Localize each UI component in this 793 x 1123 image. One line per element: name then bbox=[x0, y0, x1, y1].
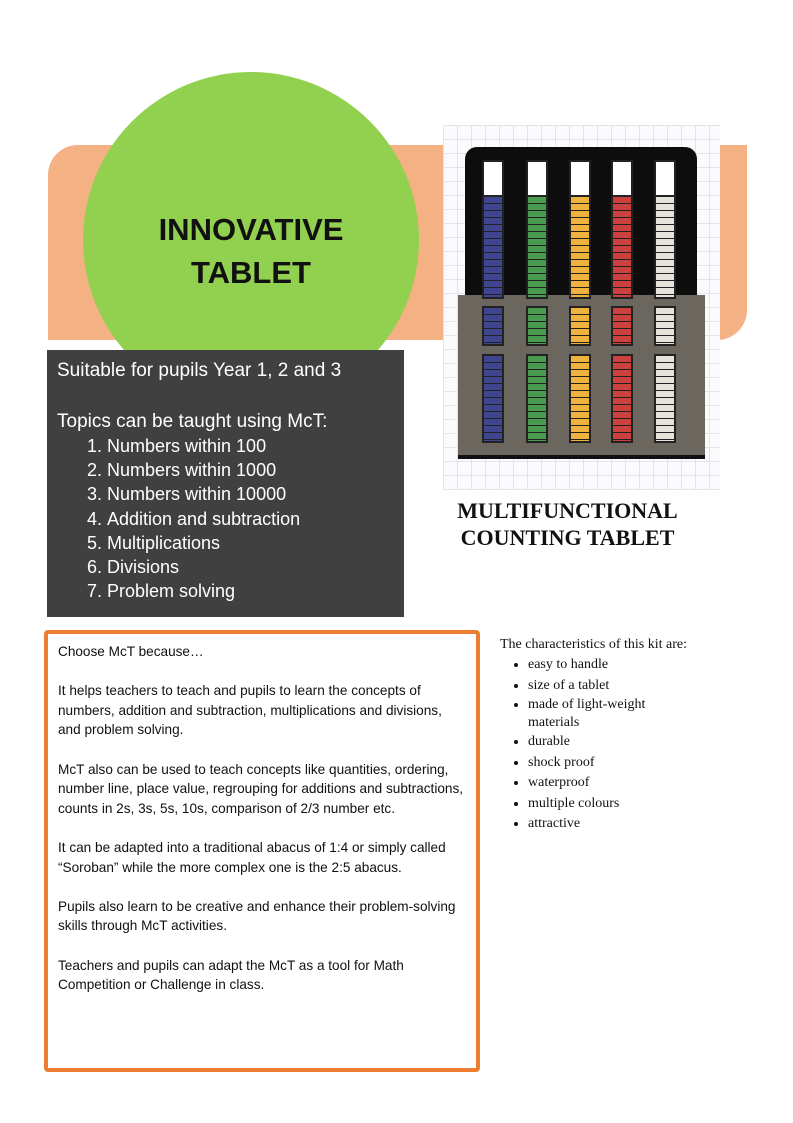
bead-column-lower bbox=[571, 356, 589, 441]
characteristics bbox=[500, 637, 687, 835]
empty-rod-slot bbox=[528, 162, 546, 197]
characteristic-text: made of light-weight materials bbox=[528, 697, 646, 730]
headline-line2: TABLET bbox=[191, 255, 311, 290]
bead-column-lower bbox=[528, 356, 546, 441]
topic-item: 1. Numbers within 100 bbox=[107, 434, 300, 458]
topics-heading: Topics can be taught using McT: bbox=[57, 411, 328, 432]
characteristic-item bbox=[528, 696, 658, 732]
reason-paragraph: It can be adapted into a traditional abacus of 1:4 or simply called “Soroban” while the more complex one is the 2:5 abacus. bbox=[58, 839, 446, 875]
bead-column-upper bbox=[571, 197, 589, 297]
reason-intro: Choose McT because… bbox=[58, 644, 204, 659]
reason-paragraph: Teachers and pupils can adapt the McT as a tool for Math Competition or Challenge in class. bbox=[58, 957, 404, 993]
product-title-line2: COUNTING TABLET bbox=[460, 525, 675, 550]
characteristic-item: • multiple colours bbox=[528, 794, 687, 815]
bead-column-upper bbox=[613, 197, 631, 297]
bead-column-middle bbox=[484, 308, 502, 344]
characteristics-list bbox=[500, 655, 687, 835]
bead-column-lower bbox=[484, 356, 502, 441]
product-title-line1: MULTIFUNCTIONAL bbox=[457, 498, 678, 523]
bead-column-lower bbox=[656, 356, 674, 441]
bead-column-upper bbox=[484, 197, 502, 297]
characteristic-item: • size of a tablet bbox=[528, 676, 687, 697]
characteristic-item: • durable bbox=[528, 732, 687, 753]
characteristic-item: • easy to handle bbox=[528, 655, 687, 676]
characteristics-heading: The characteristics of this kit are: bbox=[500, 637, 687, 652]
topic-item: 4. Addition and subtraction bbox=[107, 507, 300, 531]
reason-paragraph: It helps teachers to teach and pupils to learn the concepts of numbers, addition and subtraction, multiplications and divisions, and problem solving. bbox=[58, 683, 442, 738]
product-title bbox=[440, 497, 695, 551]
suitability-text: Suitable for pupils Year 1, 2 and 3 bbox=[57, 360, 342, 381]
bead-column-upper bbox=[528, 197, 546, 297]
characteristic-item: • waterproof bbox=[528, 773, 687, 794]
bead-column-middle bbox=[571, 308, 589, 344]
characteristic-item: • shock proof bbox=[528, 753, 687, 774]
bead-column-upper bbox=[656, 197, 674, 297]
headline-line1: INNOVATIVE bbox=[158, 212, 344, 247]
reason-paragraph: McT also can be used to teach concepts like quantities, ordering, number line, place value, regrouping for additions and subtractions, counts in 2s, 3s, 5s, 10s, comparison of 2/3 number etc. bbox=[58, 761, 464, 816]
empty-rod-slot bbox=[656, 162, 674, 197]
topic-item: 7. Problem solving bbox=[107, 579, 300, 603]
reason-paragraph: Pupils also learn to be creative and enhance their problem-solving skills through McT activities. bbox=[58, 898, 456, 934]
empty-rod-slot bbox=[484, 162, 502, 197]
reasons-box bbox=[44, 630, 480, 1072]
bead-column-middle bbox=[613, 308, 631, 344]
topic-item: 5. Multiplications bbox=[107, 531, 300, 555]
bead-column-middle bbox=[656, 308, 674, 344]
topics-box bbox=[47, 350, 404, 617]
tablet-image bbox=[443, 125, 720, 490]
topic-item: 2. Numbers within 1000 bbox=[107, 458, 300, 482]
topic-item: 3. Numbers within 10000 bbox=[107, 482, 300, 506]
characteristic-item: • attractive bbox=[528, 814, 687, 835]
topic-item: 6. Divisions bbox=[107, 555, 300, 579]
empty-rod-slot bbox=[571, 162, 589, 197]
topics-list bbox=[55, 434, 300, 603]
headline bbox=[83, 208, 419, 294]
bead-column-lower bbox=[613, 356, 631, 441]
empty-rod-slot bbox=[613, 162, 631, 197]
bead-column-middle bbox=[528, 308, 546, 344]
